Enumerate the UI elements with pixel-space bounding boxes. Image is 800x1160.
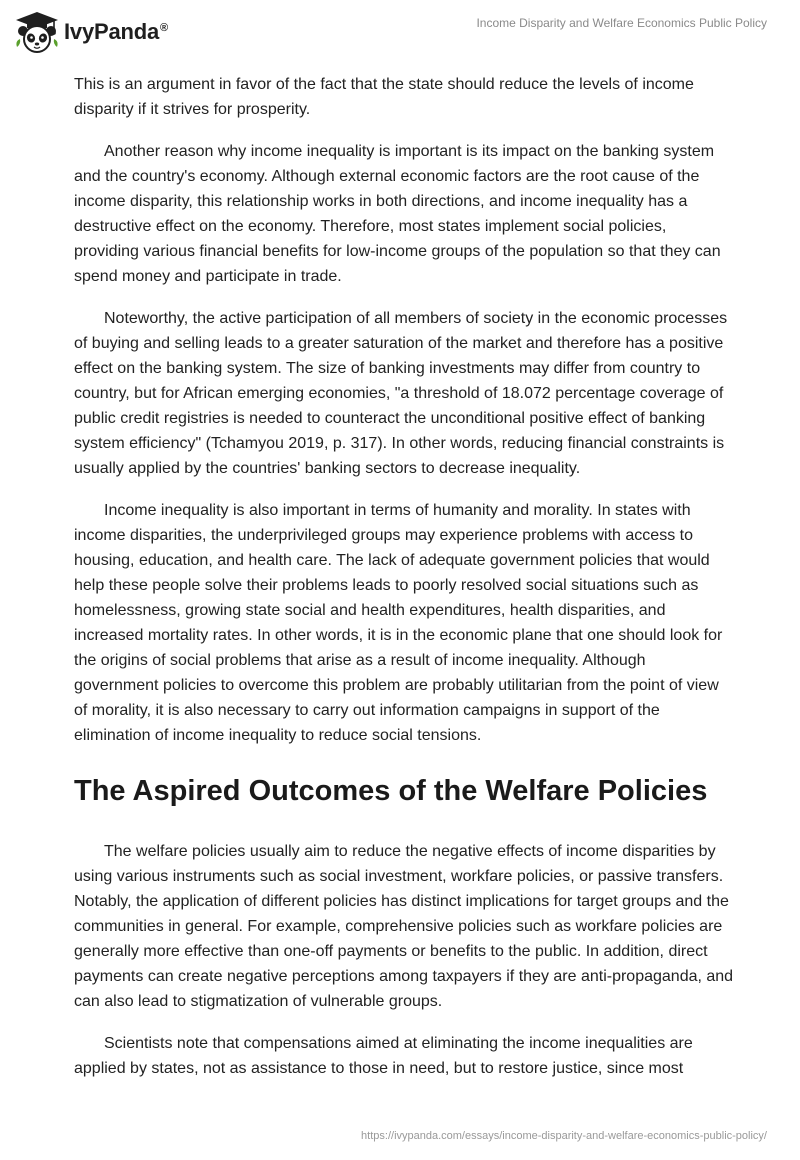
essay-body — [74, 72, 734, 1098]
paragraph: Another reason why income inequality is important is its impact on the banking system and the country's economy. Although external economic factors are the root cause of the income disparity, this relationship works in both directions, and income inequality has a destructive effect on the economy. Therefore, most states implement social policies, providing various financial benefits for low-income groups of the population so that they can spend money and participate in trade. — [74, 143, 721, 285]
source-url[interactable]: https://ivypanda.com/essays/income-disparity-and-welfare-economics-public-policy/ — [361, 1130, 767, 1142]
panda-logo-icon — [14, 10, 60, 54]
paragraph: Scientists note that compensations aimed at eliminating the income inequalities are applied by states, not as assistance to those in need, but to restore justice, since most — [74, 1035, 693, 1077]
document-title: Income Disparity and Welfare Economics Public Policy — [476, 16, 767, 30]
registered-mark: ® — [160, 21, 168, 34]
page-header — [0, 0, 800, 66]
paragraph: Income inequality is also important in terms of humanity and morality. In states with income disparities, the underprivileged groups may experience problems with access to housing, education, and health care. The lack of adequate government policies that would help these people solve their problems leads to poorly resolved social situations such as homelessness, growing state social and health expenditures, health disparities, and increased mortality rates. In other words, it is in the economic plane that one should look for the origins of social problems that arise as a result of income inequality. Although government policies to overcome this problem are probably utilitarian from the point of view of morality, it is also necessary to carry out information campaigns in support of the elimination of income inequality to reduce social tensions. — [74, 502, 723, 744]
paragraph: Noteworthy, the active participation of all members of society in the economic processes of buying and selling leads to a greater saturation of the market and therefore has a positive effect on the banking system. The size of banking investments may differ from country to country, but for African emerging economies, "a threshold of 18.072 percentage coverage of public credit registries is needed to counteract the unconditional positive effect of banking system efficiency" (Tchamyou 2019, p. 317). In other words, reducing financial constraints is usually applied by the countries' banking sectors to decrease inequality. — [74, 310, 728, 477]
paragraph: The welfare policies usually aim to reduce the negative effects of income disparities by using various instruments such as social investment, workfare policies, or passive transfers. Notably, the application of different policies has distinct implications for target groups and the communities in general. For example, comprehensive policies such as workfare policies are generally more effective than one-off payments or benefits to the public. In addition, direct payments can create negative perceptions among taxpayers if they are anti-propaganda, and can also lead to stigmatization of vulnerable groups. — [74, 843, 734, 1010]
brand-name — [64, 19, 168, 45]
brand-text: IvyPanda — [64, 19, 160, 44]
ivypanda-logo[interactable] — [14, 10, 168, 54]
paragraph: This is an argument in favor of the fact that the state should reduce the levels of income disparity if it strives for prosperity. — [74, 76, 694, 118]
section-heading: The Aspired Outcomes of the Welfare Policies — [74, 775, 708, 807]
